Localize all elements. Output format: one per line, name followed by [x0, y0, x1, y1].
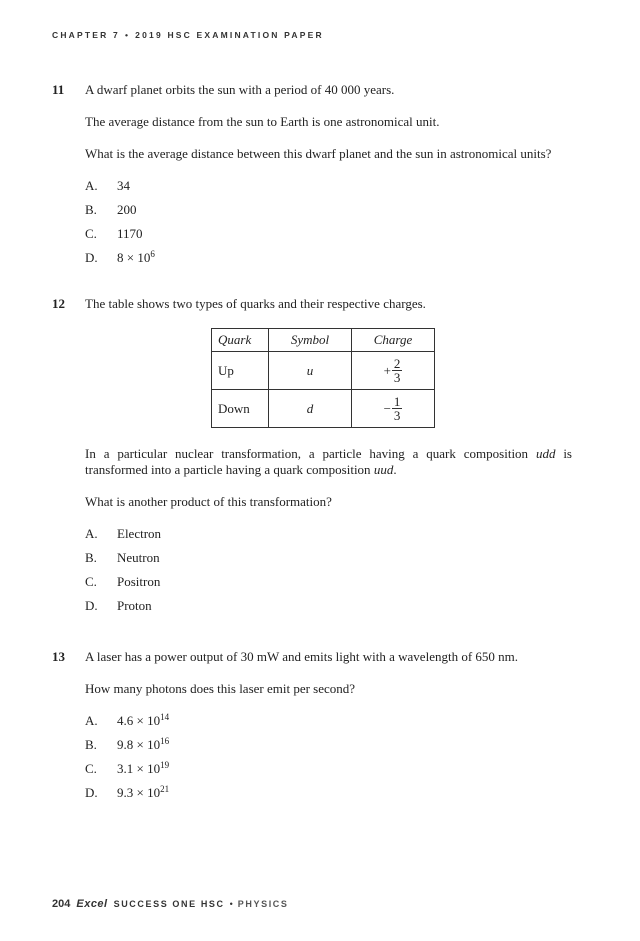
question-text: A dwarf planet orbits the sun with a period of 40 000 years.: [85, 82, 395, 97]
question-text: What is another product of this transformation?: [85, 494, 332, 509]
question-text: The average distance from the sun to Earth is one astronomical unit.: [85, 114, 440, 129]
subject-label: PHYSICS: [237, 899, 289, 909]
quark-symbol: u: [269, 352, 352, 390]
question-text: In a particular nuclear transformation, a particle having a quark composition udd is transformed into a particle having a quark composition uud.: [85, 446, 572, 477]
column-header-symbol: Symbol: [269, 329, 352, 352]
option-a[interactable]: [85, 178, 572, 202]
option-text: 9.3 × 10: [117, 785, 161, 800]
option-d[interactable]: [85, 250, 572, 274]
option-b[interactable]: [85, 550, 572, 574]
header-separator: •: [124, 30, 131, 40]
option-letter: C.: [85, 761, 97, 776]
option-text: Proton: [117, 598, 152, 613]
series-title: SUCCESS ONE HSC: [113, 899, 225, 909]
table-header-row: [212, 329, 435, 352]
quark-charge: [352, 390, 435, 428]
answer-options: [85, 713, 572, 809]
option-text: Electron: [117, 526, 162, 541]
option-text: 8 × 10: [117, 250, 151, 265]
option-letter: C.: [85, 226, 97, 241]
chapter-label: CHAPTER 7: [52, 30, 120, 40]
option-text: 4.6 × 10: [117, 713, 161, 728]
option-b[interactable]: [85, 737, 572, 761]
option-letter: D.: [85, 785, 98, 800]
option-text: 34: [117, 178, 130, 193]
option-a[interactable]: [85, 526, 572, 550]
option-exponent: 19: [160, 760, 170, 770]
option-letter: C.: [85, 574, 97, 589]
option-letter: A.: [85, 526, 98, 541]
option-letter: A.: [85, 713, 98, 728]
charge-denominator: 3: [393, 370, 401, 385]
question-text: How many photons does this laser emit per second?: [85, 681, 356, 696]
question-text: What is the average distance between this dwarf planet and the sun in astronomical units?: [85, 146, 552, 161]
charge-numerator: 2: [393, 356, 401, 371]
option-exponent: 21: [160, 784, 170, 794]
quark-composition: udd: [535, 446, 556, 461]
quark-name: Up: [212, 352, 269, 390]
charge-denominator: 3: [393, 408, 401, 423]
footer-separator: •: [229, 899, 233, 909]
quark-table: [211, 328, 435, 428]
option-text: Positron: [117, 574, 161, 589]
quark-composition: uud: [373, 462, 394, 477]
option-letter: D.: [85, 250, 98, 265]
charge-numerator: 1: [393, 394, 401, 409]
table-row: [212, 390, 435, 428]
question-text: A laser has a power output of 30 mW and emits light with a wavelength of 650 nm.: [85, 649, 519, 664]
option-d[interactable]: [85, 598, 572, 622]
brand-logo: Excel: [76, 898, 108, 910]
option-c[interactable]: [85, 761, 572, 785]
table-row: [212, 352, 435, 390]
running-header: [52, 30, 324, 40]
option-d[interactable]: [85, 785, 572, 809]
quark-symbol: d: [269, 390, 352, 428]
charge-sign: −: [383, 400, 391, 416]
column-header-quark: Quark: [212, 329, 269, 352]
option-text: 1170: [117, 226, 143, 241]
option-c[interactable]: [85, 574, 572, 598]
option-letter: B.: [85, 202, 97, 217]
running-footer: [52, 898, 289, 910]
option-exponent: 16: [160, 736, 170, 746]
option-c[interactable]: [85, 226, 572, 250]
question-text: The table shows two types of quarks and their respective charges.: [85, 296, 426, 311]
quark-name: Down: [212, 390, 269, 428]
option-exponent: 6: [150, 249, 155, 259]
option-letter: A.: [85, 178, 98, 193]
option-letter: B.: [85, 737, 97, 752]
column-header-charge: Charge: [352, 329, 435, 352]
charge-sign: +: [383, 362, 391, 378]
option-text: Neutron: [117, 550, 160, 565]
option-letter: D.: [85, 598, 98, 613]
option-b[interactable]: [85, 202, 572, 226]
question-number: 11: [52, 82, 65, 97]
question-number: 12: [52, 296, 65, 311]
answer-options: [85, 178, 572, 274]
option-letter: B.: [85, 550, 97, 565]
question-number: 13: [52, 649, 65, 664]
option-a[interactable]: [85, 713, 572, 737]
page-number: 204: [52, 898, 71, 910]
option-text: 9.8 × 10: [117, 737, 161, 752]
paper-label: 2019 HSC EXAMINATION PAPER: [135, 30, 324, 40]
option-exponent: 14: [160, 712, 170, 722]
option-text: 200: [117, 202, 137, 217]
quark-charge: [352, 352, 435, 390]
answer-options: [85, 526, 572, 622]
option-text: 3.1 × 10: [117, 761, 161, 776]
